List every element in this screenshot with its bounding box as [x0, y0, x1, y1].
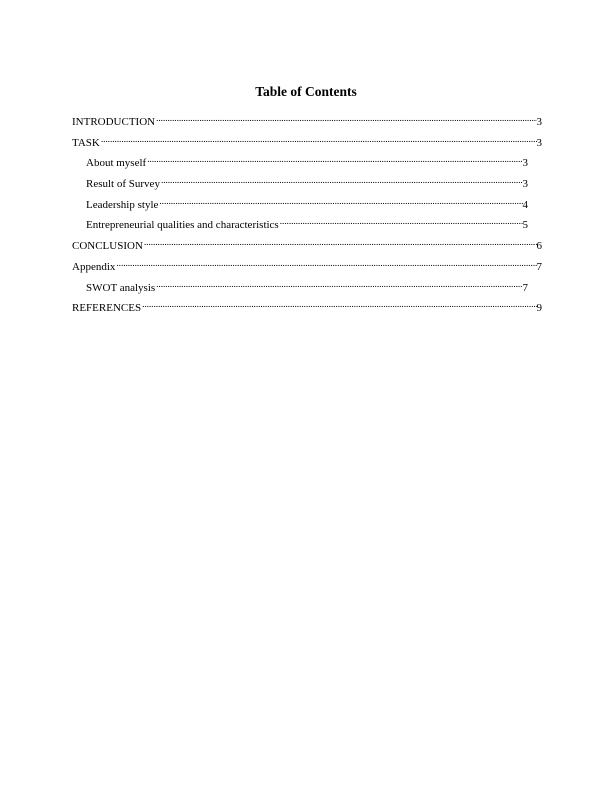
toc-page-number: 3: [522, 178, 528, 191]
toc-title: Table of Contents: [255, 84, 357, 99]
toc-entry-label: TASK: [72, 136, 100, 149]
toc-entry-introduction[interactable]: [72, 113, 542, 134]
toc-entry-label: Appendix: [72, 260, 116, 273]
toc-entry-about-myself[interactable]: [86, 154, 528, 175]
toc-entry-references[interactable]: [72, 299, 542, 320]
toc-dot-leader: [160, 175, 523, 187]
toc-entry-appendix[interactable]: [72, 258, 542, 279]
toc-page-number: 7: [522, 281, 528, 294]
toc-entry-swot-analysis[interactable]: [86, 279, 528, 300]
toc-page-number: 7: [536, 260, 542, 273]
toc-page-number: 9: [536, 302, 542, 315]
toc-page-number: 4: [522, 198, 528, 211]
toc-list: [72, 113, 542, 320]
toc-entry-task[interactable]: [72, 134, 542, 155]
toc-dot-leader: [155, 113, 536, 125]
toc-page-number: 3: [536, 136, 542, 149]
toc-entry-label: REFERENCES: [72, 302, 142, 315]
toc-dot-leader: [158, 196, 522, 208]
toc-entry-label: Entrepreneurial qualities and characteristics: [86, 219, 279, 232]
toc-entry-result-of-survey[interactable]: [86, 175, 528, 196]
toc-dot-leader: [155, 279, 522, 291]
toc-page-number: 5: [522, 219, 528, 232]
toc-entry-label: About myself: [86, 157, 147, 170]
toc-entry-label: CONCLUSION: [72, 240, 143, 253]
toc-dot-leader: [100, 134, 537, 146]
toc-entry-label: INTRODUCTION: [72, 116, 156, 128]
toc-entry-label: Leadership style: [86, 198, 159, 211]
toc-dot-leader: [279, 216, 523, 228]
toc-entry-entrepreneurial-qualities[interactable]: [86, 216, 528, 237]
toc-entry-conclusion[interactable]: [72, 237, 542, 258]
toc-entry-leadership-style[interactable]: [86, 196, 528, 217]
toc-dot-leader: [115, 258, 536, 270]
toc-entry-label: Result of Survey: [86, 178, 160, 191]
toc-entry-label: SWOT analysis: [86, 281, 156, 294]
toc-page-number: 3: [522, 157, 528, 170]
toc-dot-leader: [146, 154, 522, 166]
toc-page-number: 3: [536, 116, 542, 128]
toc-dot-leader: [143, 237, 537, 249]
toc-dot-leader: [141, 299, 536, 311]
toc-page-number: 6: [536, 240, 542, 253]
